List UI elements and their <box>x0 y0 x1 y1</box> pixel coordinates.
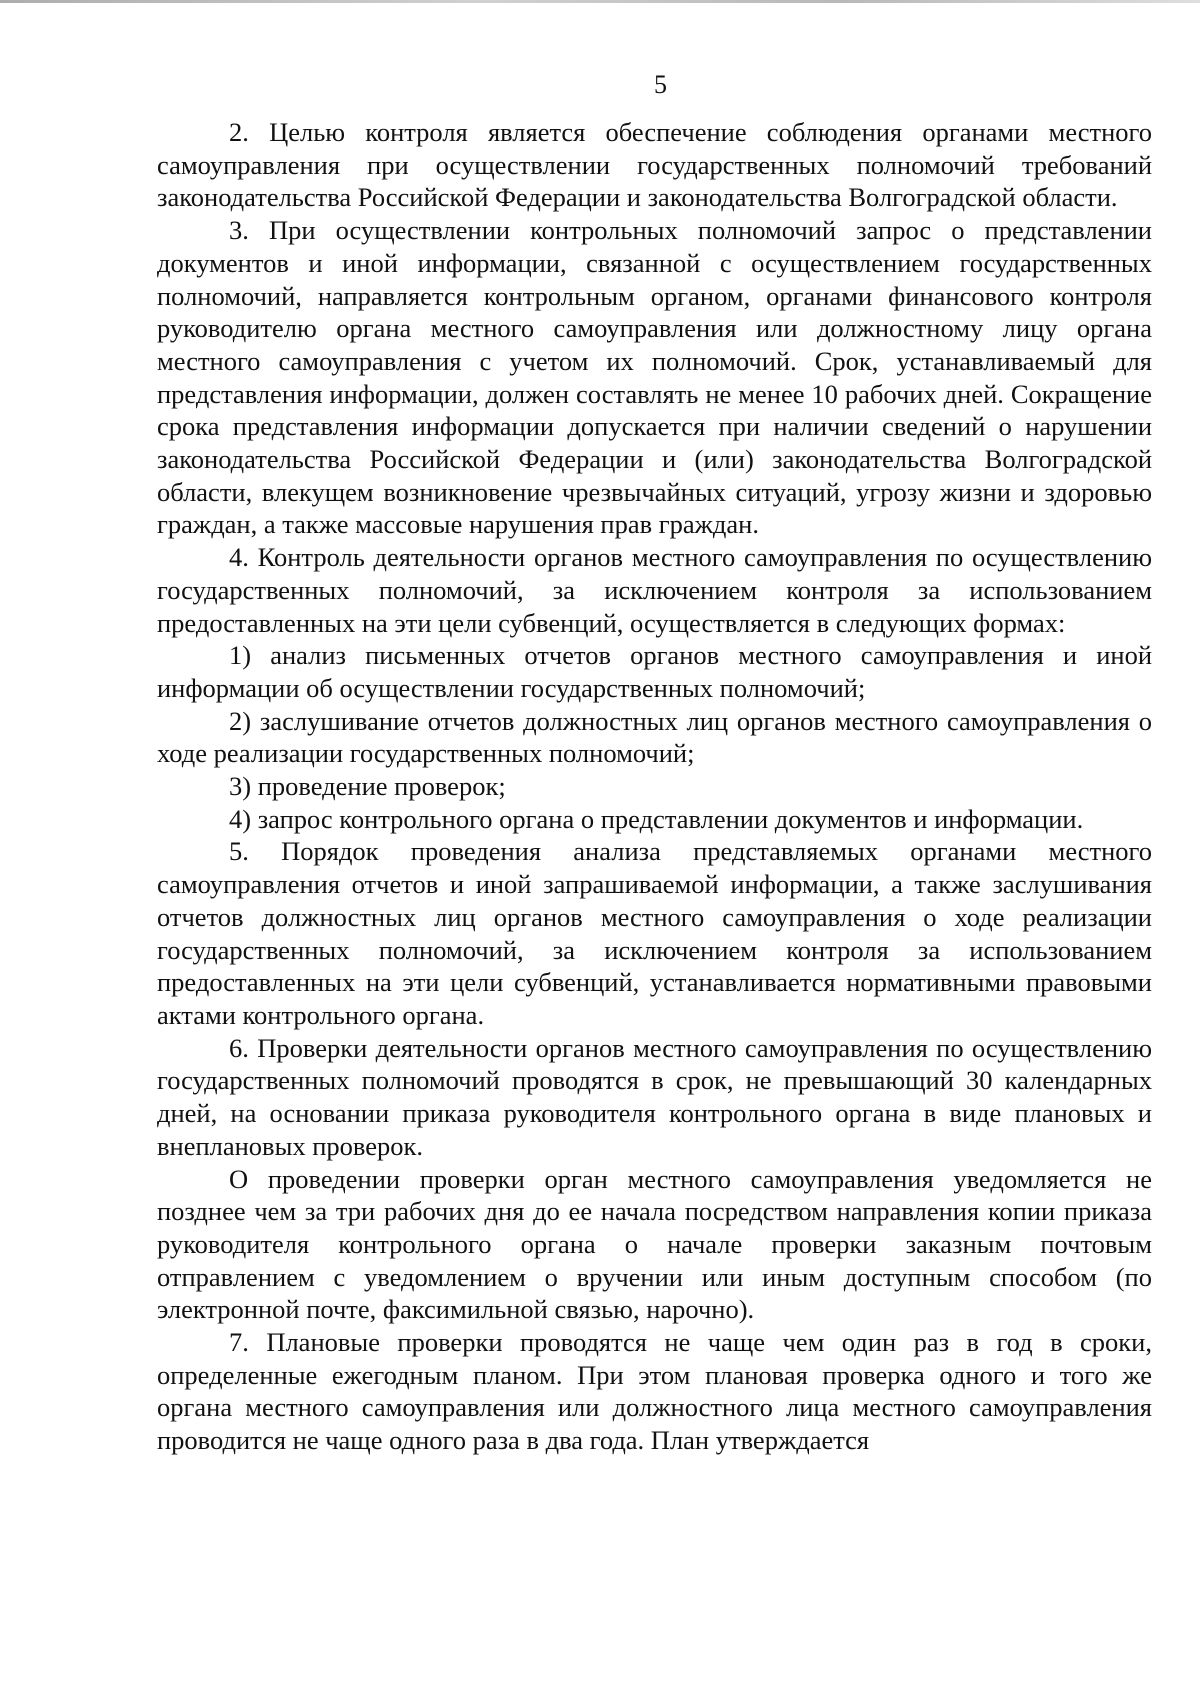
paragraph-4-control-forms: 4. Контроль деятельности органов местного самоуправления по осуществлению государственных полномочий, за исключением контроля за использованием предоставленных на эти цели субвенций, осуществляется в следующих формах: <box>157 542 1152 638</box>
paragraph-3-information-request: 3. При осуществлении контрольных полномочий запрос о представлении документов и иной информации, связанной с осуществлением государственных полномочий, направляется контрольным органом, органами финансового контроля руководителю органа местного самоуправления или должностному лицу органа местного самоуправления с учетом их полномочий. Срок, устанавливаемый для представления информации, должен составлять не менее 10 рабочих дней. Сокращение срока представления информации допускается при наличии сведений о нарушении законодательства Российской Федерации и (или) законодательства Волгоградской области, влекущем возникновение чрезвычайных ситуаций, угрозу жизни и здоровью граждан, а также массовые нарушения прав граждан. <box>157 215 1152 540</box>
scan-edge-line <box>0 0 1200 3</box>
list-item-1-report-analysis: 1) анализ письменных отчетов органов местного самоуправления и иной информации об осуществлении государственных полномочий; <box>157 640 1152 703</box>
paragraph-6-inspections: 6. Проверки деятельности органов местного самоуправления по осуществлению государственных полномочий проводятся в срок, не превышающий 30 календарных дней, на основании приказа руководителя контрольного органа в виде плановых и внеплановых проверок. <box>157 1032 1152 1161</box>
paragraph-7-planned-inspections: 7. Плановые проверки проводятся не чаще чем один раз в год в сроки, определенные ежегодным планом. При этом плановая проверка одного и того же органа местного самоуправления или должностного лица местного самоуправления проводится не чаще одного раза в два года. План утверждается <box>157 1327 1152 1456</box>
paragraph-inspection-notification: О проведении проверки орган местного самоуправления уведомляется не позднее чем за три рабочих дня до ее начала посредством направления копии приказа руководителя контрольного органа о начале проверки заказным почтовым отправлением с уведомлением о вручении или иным доступным способом (по электронной почте, факсимильной связью, нарочно). <box>157 1163 1152 1325</box>
paragraph-5-analysis-procedure: 5. Порядок проведения анализа представляемых органами местного самоуправления отчетов и иной запрашиваемой информации, а также заслушивания отчетов должностных лиц органов местного самоуправления о ходе реализации государственных полномочий, за исключением контроля за использованием предоставленных на эти цели субвенций, устанавливается нормативными правовыми актами контрольного органа. <box>157 836 1152 1030</box>
page-number: 5 <box>654 70 667 99</box>
paragraph-2-control-purpose: 2. Целью контроля является обеспечение соблюдения органами местного самоуправления при осуществлении государственных полномочий требований законодательства Российской Федерации и законодательства Волгоградской области. <box>157 117 1152 213</box>
document-body <box>157 116 1152 1457</box>
list-item-4-document-request: 4) запрос контрольного органа о представлении документов и информации. <box>229 803 1084 834</box>
list-item-3-inspections: 3) проведение проверок; <box>229 771 506 802</box>
list-item-2-report-hearing: 2) заслушивание отчетов должностных лиц органов местного самоуправления о ходе реализации государственных полномочий; <box>157 705 1152 769</box>
